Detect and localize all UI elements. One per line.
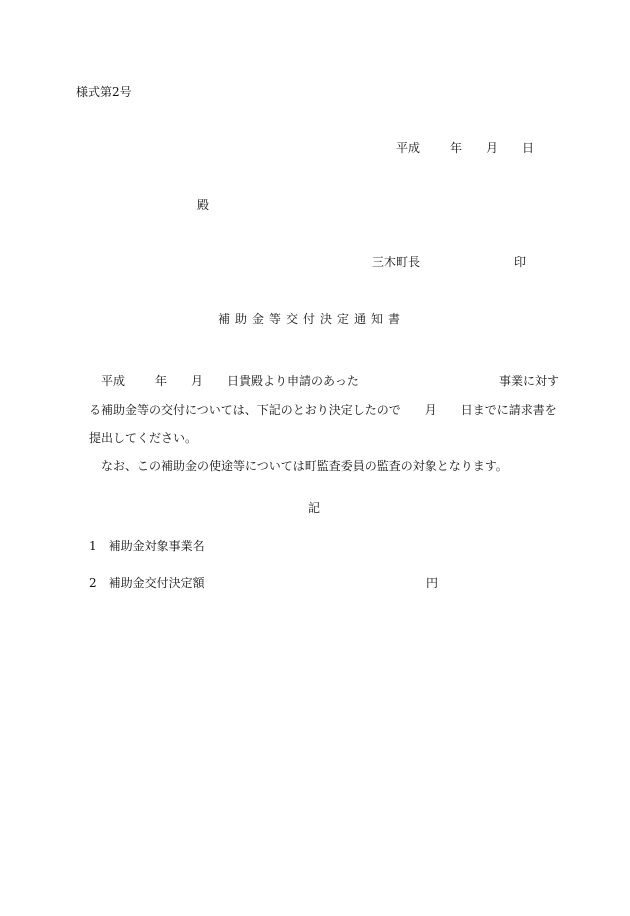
body-month-unit: 月 [191,374,204,388]
body-line-4: なお、この補助金の使途等については町監査委員の監査の対象となります。 [101,459,508,473]
body-decision-text: る補助金等の交付については、下記のとおり決定したので [89,403,401,417]
item-2-unit: 円 [426,576,439,590]
item-1-label: 補助金対象事業名 [108,539,205,553]
body-application-text: 日貴殿より申請のあった [227,374,359,388]
date-day-unit: 日 [522,141,535,155]
body-line-3: 提出してください。 [89,431,198,445]
body-line-1 [101,375,559,387]
document-title: 補助金等交付決定通知書 [218,312,406,326]
item-2-label: 補助金交付決定額 [108,576,205,590]
form-number: 様式第2号 [76,85,132,99]
item-2-number: 2 [89,576,97,590]
date-month-unit: 月 [486,141,499,155]
item-1-number: 1 [89,539,97,553]
date-era: 平成 [396,141,421,155]
item-2 [89,577,205,589]
seal-mark: 印 [514,255,527,269]
body-year-unit: 年 [155,374,168,388]
body-deadline-month: 月 [424,403,437,417]
body-line-2 [89,404,557,416]
issuer-name: 三木町長 [372,255,421,269]
date-year-unit: 年 [450,141,463,155]
body-deadline-text: 日までに請求書を [460,403,557,417]
body-era: 平成 [101,374,126,388]
ki-heading: 記 [308,501,321,515]
addressee-suffix: 殿 [197,198,210,212]
item-1 [89,540,205,552]
body-project-text: 事業に対す [498,374,559,388]
date-line [396,142,534,154]
